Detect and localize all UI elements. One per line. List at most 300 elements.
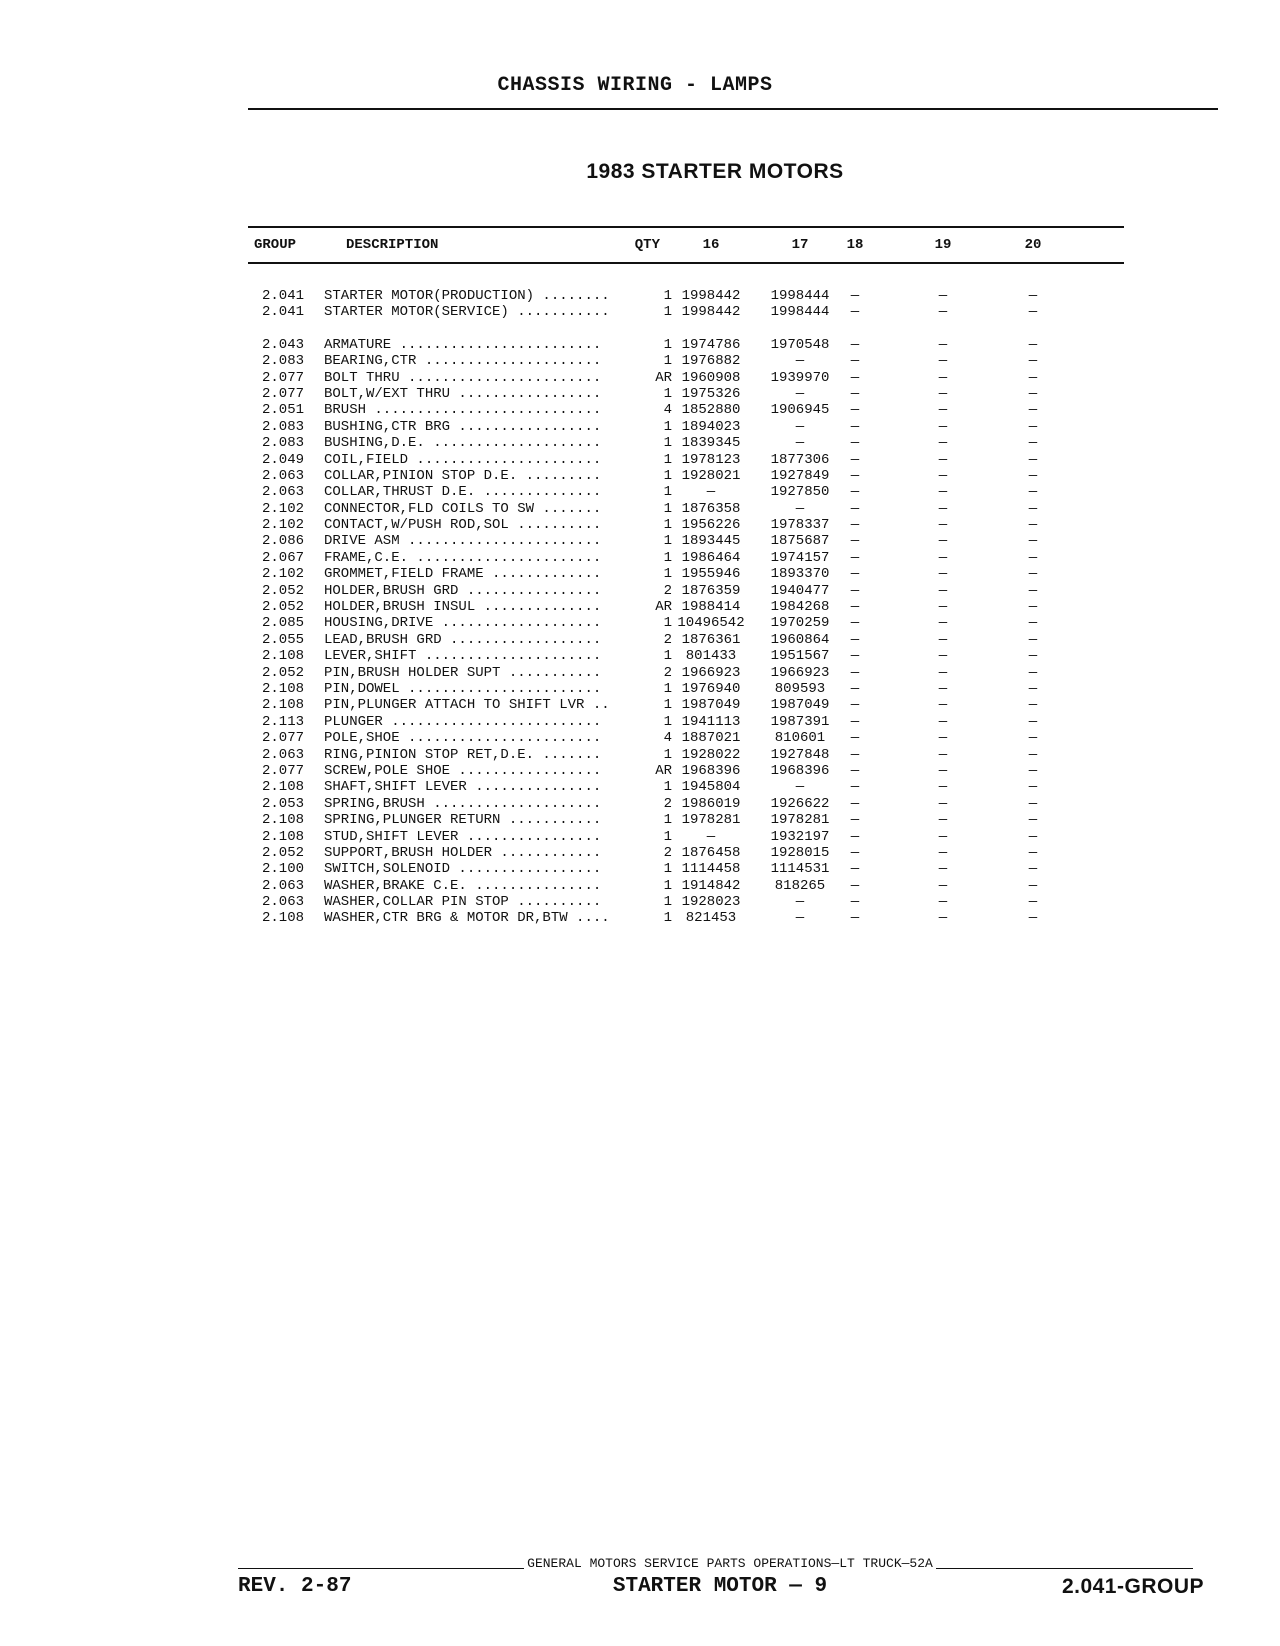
cell-group: 2.108	[262, 828, 305, 845]
cell-c20: —	[1028, 467, 1038, 484]
cell-c19: —	[938, 500, 948, 517]
cell-desc: BUSHING,D.E. ....................	[324, 435, 602, 452]
cell-c20: —	[1028, 697, 1038, 714]
cell-desc: GROMMET,FIELD FRAME .............	[324, 566, 602, 583]
cell-desc: HOUSING,DRIVE ...................	[324, 615, 602, 632]
footer-page-label: STARTER MOTOR — 9	[612, 1575, 828, 1598]
table-row	[248, 517, 1124, 533]
cell-qty: 1	[663, 779, 672, 796]
footer-publisher-line	[0, 1556, 1280, 1571]
cell-group: 2.102	[262, 517, 305, 534]
table-row	[248, 910, 1124, 926]
cell-group: 2.108	[262, 680, 305, 697]
table-row	[248, 829, 1124, 845]
cell-qty: 1	[663, 288, 672, 304]
cell-c16: 1966923	[681, 664, 741, 681]
cell-group: 2.108	[262, 697, 305, 714]
cell-qty: 2	[663, 631, 672, 648]
cell-c19: —	[938, 762, 948, 779]
cell-desc: SUPPORT,BRUSH HOLDER ............	[324, 844, 602, 861]
cell-c16: 1988414	[681, 599, 741, 616]
cell-c19: —	[938, 402, 948, 419]
cell-group: 2.052	[262, 582, 305, 599]
cell-desc: SPRING,PLUNGER RETURN ...........	[324, 812, 602, 829]
cell-desc: ARMATURE ........................	[324, 336, 602, 353]
cell-c17: —	[795, 910, 805, 927]
cell-c17: 1987391	[770, 713, 830, 730]
cell-c19: —	[938, 533, 948, 550]
cell-c17: —	[795, 418, 805, 435]
table-row	[248, 665, 1124, 681]
cell-c18: —	[850, 910, 860, 927]
cell-c17: 1984268	[770, 599, 830, 616]
table-row	[248, 730, 1124, 746]
cell-group: 2.108	[262, 812, 305, 829]
cell-c16: 10496542	[677, 615, 745, 632]
cell-c20: —	[1028, 648, 1038, 665]
cell-c18: —	[850, 549, 860, 566]
cell-desc: WASHER,COLLAR PIN STOP ..........	[324, 894, 602, 911]
cell-c16: 1914842	[681, 877, 741, 894]
cell-group: 2.102	[262, 500, 305, 517]
cell-group: 2.077	[262, 762, 305, 779]
cell-c16: 1986019	[681, 795, 741, 812]
cell-c19: —	[938, 451, 948, 468]
cell-qty: 1	[663, 451, 672, 468]
cell-desc: DRIVE ASM .......................	[324, 533, 602, 550]
cell-qty: 2	[663, 795, 672, 812]
cell-c19: —	[938, 517, 948, 534]
cell-c20: —	[1028, 828, 1038, 845]
cell-c19: —	[938, 566, 948, 583]
cell-c18: —	[850, 894, 860, 911]
cell-c17: 1906945	[770, 402, 830, 419]
cell-c19: —	[938, 779, 948, 796]
cell-c16: 1987049	[681, 697, 741, 714]
cell-qty: 1	[663, 533, 672, 550]
cell-qty: 1	[663, 336, 672, 353]
cell-desc: PIN,DOWEL .......................	[324, 680, 602, 697]
cell-qty: 1	[663, 500, 672, 517]
cell-group: 2.055	[262, 631, 305, 648]
cell-c20: —	[1028, 582, 1038, 599]
cell-c17: 1114531	[770, 861, 830, 878]
table-row	[248, 812, 1124, 828]
cell-group: 2.100	[262, 861, 305, 878]
cell-c18: —	[850, 435, 860, 452]
cell-c17: 1927848	[770, 746, 830, 763]
cell-c19: —	[938, 353, 948, 370]
cell-c18: —	[850, 680, 860, 697]
cell-desc: PIN,BRUSH HOLDER SUPT ...........	[324, 664, 602, 681]
cell-c20: —	[1028, 566, 1038, 583]
cell-c16: 1976882	[681, 353, 741, 370]
cell-c18: —	[850, 795, 860, 812]
column-header-20: 20	[1024, 237, 1042, 253]
cell-c18: —	[850, 582, 860, 599]
cell-qty: AR	[655, 369, 672, 386]
cell-c16: 1928022	[681, 746, 741, 763]
cell-c17: 810601	[774, 730, 826, 747]
cell-c19: —	[938, 664, 948, 681]
cell-desc: RING,PINION STOP RET,D.E. .......	[324, 746, 602, 763]
table-row	[248, 337, 1124, 353]
cell-desc: COLLAR,PINION STOP D.E. .........	[324, 467, 602, 484]
cell-c18: —	[850, 664, 860, 681]
cell-c19: —	[938, 304, 948, 321]
cell-c17: 1960864	[770, 631, 830, 648]
table-header	[248, 228, 1124, 262]
cell-c20: —	[1028, 500, 1038, 517]
cell-c20: —	[1028, 861, 1038, 878]
cell-group: 2.051	[262, 402, 305, 419]
cell-c20: —	[1028, 353, 1038, 370]
cell-c17: 1966923	[770, 664, 830, 681]
cell-c18: —	[850, 451, 860, 468]
cell-c19: —	[938, 812, 948, 829]
cell-c19: —	[938, 615, 948, 632]
table-row	[248, 402, 1124, 418]
cell-c19: —	[938, 697, 948, 714]
cell-c20: —	[1028, 631, 1038, 648]
cell-qty: 1	[663, 680, 672, 697]
cell-c16: 1955946	[681, 566, 741, 583]
cell-c19: —	[938, 369, 948, 386]
cell-c20: —	[1028, 549, 1038, 566]
footer-publisher: GENERAL MOTORS SERVICE PARTS OPERATIONS—LT TRUCK—52A	[524, 1556, 936, 1571]
cell-qty: 1	[663, 566, 672, 583]
cell-c17: 1951567	[770, 648, 830, 665]
table-row	[248, 583, 1124, 599]
table-row	[248, 632, 1124, 648]
cell-c17: 1926622	[770, 795, 830, 812]
cell-qty: 1	[663, 435, 672, 452]
cell-c19: —	[938, 828, 948, 845]
cell-desc: PLUNGER .........................	[324, 713, 602, 730]
cell-qty: 4	[663, 730, 672, 747]
cell-c20: —	[1028, 402, 1038, 419]
cell-c18: —	[850, 713, 860, 730]
column-header-19: 19	[934, 237, 952, 253]
cell-qty: 1	[663, 484, 672, 501]
cell-qty: 1	[663, 549, 672, 566]
table-row	[248, 435, 1124, 451]
cell-c18: —	[850, 861, 860, 878]
cell-c17: —	[795, 435, 805, 452]
column-header-18: 18	[846, 237, 864, 253]
cell-c16: 1876361	[681, 631, 741, 648]
cell-c20: —	[1028, 599, 1038, 616]
cell-group: 2.102	[262, 566, 305, 583]
cell-c18: —	[850, 648, 860, 665]
cell-qty: 1	[663, 877, 672, 894]
cell-c18: —	[850, 762, 860, 779]
cell-c18: —	[850, 402, 860, 419]
cell-c19: —	[938, 336, 948, 353]
cell-qty: AR	[655, 599, 672, 616]
cell-desc: LEVER,SHIFT .....................	[324, 648, 602, 665]
cell-c20: —	[1028, 533, 1038, 550]
cell-c16: 1894023	[681, 418, 741, 435]
table-row	[248, 845, 1124, 861]
cell-desc: BRUSH ...........................	[324, 402, 602, 419]
cell-c18: —	[850, 467, 860, 484]
cell-c17: 1875687	[770, 533, 830, 550]
cell-c19: —	[938, 631, 948, 648]
table-row	[248, 353, 1124, 369]
table-row	[248, 533, 1124, 549]
cell-c16: 1876458	[681, 844, 741, 861]
cell-group: 2.052	[262, 599, 305, 616]
cell-group: 2.083	[262, 353, 305, 370]
cell-c17: 1927849	[770, 467, 830, 484]
cell-c18: —	[850, 599, 860, 616]
cell-c19: —	[938, 582, 948, 599]
cell-c18: —	[850, 730, 860, 747]
cell-desc: COLLAR,THRUST D.E. ..............	[324, 484, 602, 501]
cell-c16: 801433	[685, 648, 737, 665]
cell-desc: CONTACT,W/PUSH ROD,SOL ..........	[324, 517, 602, 534]
cell-group: 2.077	[262, 385, 305, 402]
cell-c19: —	[938, 467, 948, 484]
cell-c20: —	[1028, 418, 1038, 435]
cell-group: 2.108	[262, 910, 305, 927]
cell-c16: 1852880	[681, 402, 741, 419]
cell-c16: 1968396	[681, 762, 741, 779]
cell-c18: —	[850, 877, 860, 894]
table-row	[248, 796, 1124, 812]
cell-desc: LEAD,BRUSH GRD ..................	[324, 631, 602, 648]
cell-c20: —	[1028, 812, 1038, 829]
cell-c18: —	[850, 484, 860, 501]
cell-qty: 1	[663, 910, 672, 927]
cell-c18: —	[850, 369, 860, 386]
cell-c16: 1839345	[681, 435, 741, 452]
cell-desc: HOLDER,BRUSH INSUL ..............	[324, 599, 602, 616]
cell-desc: WASHER,CTR BRG & MOTOR DR,BTW ....	[324, 910, 610, 927]
cell-qty: 2	[663, 844, 672, 861]
cell-c20: —	[1028, 713, 1038, 730]
cell-c18: —	[850, 746, 860, 763]
cell-c18: —	[850, 812, 860, 829]
cell-desc: CONNECTOR,FLD COILS TO SW .......	[324, 500, 602, 517]
cell-c19: —	[938, 484, 948, 501]
cell-c17: 1987049	[770, 697, 830, 714]
table-row	[248, 452, 1124, 468]
cell-desc: SCREW,POLE SHOE .................	[324, 762, 602, 779]
cell-c18: —	[850, 353, 860, 370]
cell-qty: 2	[663, 582, 672, 599]
footer-revision: REV. 2-87	[238, 1575, 352, 1598]
cell-c16: 1876359	[681, 582, 741, 599]
cell-c20: —	[1028, 795, 1038, 812]
cell-c20: —	[1028, 877, 1038, 894]
cell-c20: —	[1028, 336, 1038, 353]
cell-c17: 1932197	[770, 828, 830, 845]
table-row	[248, 861, 1124, 877]
cell-c18: —	[850, 697, 860, 714]
table-header-rule	[248, 262, 1124, 264]
cell-desc: SHAFT,SHIFT LEVER ...............	[324, 779, 602, 796]
cell-qty: 1	[663, 385, 672, 402]
cell-group: 2.063	[262, 467, 305, 484]
cell-c20: —	[1028, 680, 1038, 697]
cell-qty: 2	[663, 664, 672, 681]
cell-c20: —	[1028, 746, 1038, 763]
cell-c20: —	[1028, 385, 1038, 402]
cell-desc: POLE,SHOE .......................	[324, 730, 602, 747]
cell-c17: 1893370	[770, 566, 830, 583]
column-header-16: 16	[702, 237, 720, 253]
cell-desc: BEARING,CTR .....................	[324, 353, 602, 370]
cell-qty: 1	[663, 713, 672, 730]
cell-c17: 1877306	[770, 451, 830, 468]
cell-c20: —	[1028, 615, 1038, 632]
cell-c17: 1968396	[770, 762, 830, 779]
cell-c18: —	[850, 288, 860, 304]
column-header-qty: QTY	[634, 237, 660, 253]
cell-desc: STARTER MOTOR(PRODUCTION) ........	[324, 288, 610, 304]
table-row	[248, 304, 1124, 320]
cell-c16: —	[706, 484, 716, 501]
cell-c17: 1978281	[770, 812, 830, 829]
cell-c20: —	[1028, 288, 1038, 304]
cell-group: 2.043	[262, 336, 305, 353]
cell-c20: —	[1028, 779, 1038, 796]
cell-c17: —	[795, 894, 805, 911]
cell-c16: 1876358	[681, 500, 741, 517]
cell-qty: 4	[663, 402, 672, 419]
footer-group-ref: 2.041-GROUP	[1061, 1575, 1204, 1598]
table-row	[248, 599, 1124, 615]
cell-c19: —	[938, 746, 948, 763]
cell-c18: —	[850, 517, 860, 534]
cell-c19: —	[938, 910, 948, 927]
cell-c16: 1975326	[681, 385, 741, 402]
column-header-description: DESCRIPTION	[346, 237, 439, 253]
cell-c18: —	[850, 631, 860, 648]
cell-c19: —	[938, 894, 948, 911]
table-row	[248, 501, 1124, 517]
cell-c18: —	[850, 844, 860, 861]
cell-c19: —	[938, 648, 948, 665]
cell-group: 2.053	[262, 795, 305, 812]
cell-group: 2.108	[262, 648, 305, 665]
table-row	[248, 370, 1124, 386]
cell-c17: 818265	[774, 877, 826, 894]
cell-group: 2.063	[262, 746, 305, 763]
cell-c16: 821453	[685, 910, 737, 927]
cell-group: 2.063	[262, 877, 305, 894]
cell-c19: —	[938, 844, 948, 861]
cell-qty: 1	[663, 697, 672, 714]
cell-c17: 1927850	[770, 484, 830, 501]
cell-c18: —	[850, 418, 860, 435]
cell-c17: 1928015	[770, 844, 830, 861]
cell-c17: 1998444	[770, 288, 830, 304]
cell-c20: —	[1028, 910, 1038, 927]
cell-c16: 1893445	[681, 533, 741, 550]
cell-c18: —	[850, 566, 860, 583]
cell-group: 2.049	[262, 451, 305, 468]
cell-c20: —	[1028, 844, 1038, 861]
cell-c19: —	[938, 861, 948, 878]
cell-c17: 1939970	[770, 369, 830, 386]
cell-c20: —	[1028, 664, 1038, 681]
cell-c16: 1956226	[681, 517, 741, 534]
table-row	[248, 386, 1124, 402]
section-title: 1983 STARTER MOTORS	[586, 160, 844, 183]
cell-c16: 1974786	[681, 336, 741, 353]
cell-c17: 1974157	[770, 549, 830, 566]
cell-group: 2.052	[262, 664, 305, 681]
cell-c20: —	[1028, 451, 1038, 468]
table-row	[248, 878, 1124, 894]
cell-c18: —	[850, 500, 860, 517]
cell-c16: 1978281	[681, 812, 741, 829]
cell-c19: —	[938, 435, 948, 452]
table-row	[248, 763, 1124, 779]
cell-c19: —	[938, 599, 948, 616]
cell-group: 2.052	[262, 844, 305, 861]
header-rule	[248, 108, 1218, 110]
cell-qty: 1	[663, 418, 672, 435]
cell-c16: —	[706, 828, 716, 845]
cell-group: 2.041	[262, 304, 305, 321]
cell-qty: 1	[663, 894, 672, 911]
table-row	[248, 615, 1124, 631]
cell-qty: 1	[663, 304, 672, 321]
cell-c19: —	[938, 385, 948, 402]
cell-desc: HOLDER,BRUSH GRD ................	[324, 582, 602, 599]
cell-c20: —	[1028, 762, 1038, 779]
cell-c18: —	[850, 304, 860, 321]
cell-qty: 1	[663, 746, 672, 763]
cell-c16: 1998442	[681, 304, 741, 321]
cell-c19: —	[938, 549, 948, 566]
cell-c18: —	[850, 533, 860, 550]
cell-c19: —	[938, 288, 948, 304]
table-row	[248, 747, 1124, 763]
column-header-group: GROUP	[254, 237, 297, 253]
table-row	[248, 714, 1124, 730]
cell-c19: —	[938, 713, 948, 730]
cell-qty: 1	[663, 517, 672, 534]
cell-c20: —	[1028, 894, 1038, 911]
cell-qty: 1	[663, 648, 672, 665]
page-header-title: CHASSIS WIRING - LAMPS	[497, 74, 773, 97]
cell-desc: BUSHING,CTR BRG .................	[324, 418, 602, 435]
cell-c17: —	[795, 385, 805, 402]
cell-c16: 1986464	[681, 549, 741, 566]
cell-c20: —	[1028, 730, 1038, 747]
cell-c17: 1970259	[770, 615, 830, 632]
cell-group: 2.041	[262, 288, 305, 304]
cell-c17: 809593	[774, 680, 826, 697]
table-row	[248, 468, 1124, 484]
cell-c17: —	[795, 500, 805, 517]
cell-c19: —	[938, 418, 948, 435]
table-row	[248, 648, 1124, 664]
cell-c16: 1941113	[681, 713, 741, 730]
cell-c17: 1940477	[770, 582, 830, 599]
cell-c18: —	[850, 828, 860, 845]
cell-group: 2.108	[262, 779, 305, 796]
cell-c20: —	[1028, 517, 1038, 534]
table-row	[248, 484, 1124, 500]
cell-c20: —	[1028, 484, 1038, 501]
cell-c20: —	[1028, 304, 1038, 321]
